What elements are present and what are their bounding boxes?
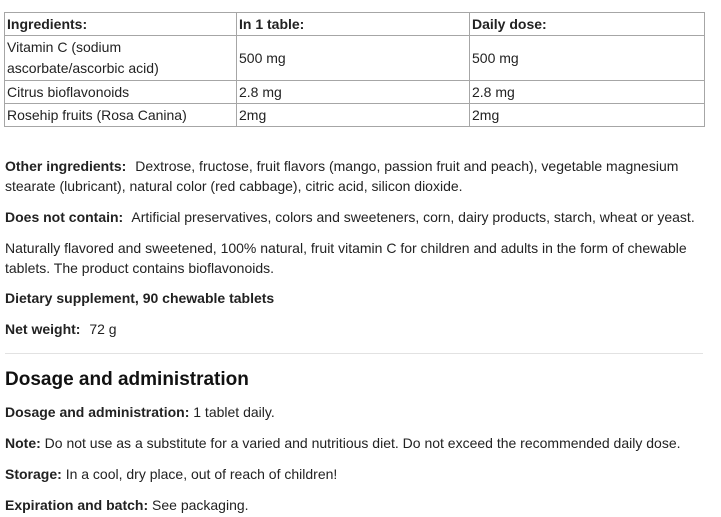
table-cell-per-tablet: 2mg — [237, 104, 470, 127]
ingredients-table — [4, 12, 705, 127]
other-ingredients — [5, 156, 703, 196]
dosage-text: 1 tablet daily. — [193, 404, 275, 420]
table-row — [5, 36, 705, 81]
other-ingredients-label: Other ingredients: — [5, 158, 127, 174]
table-cell-daily-dose: 2mg — [470, 104, 705, 127]
does-not-contain-label: Does not contain: — [5, 209, 124, 225]
net-weight-label: Net weight: — [5, 321, 81, 337]
expiration-label: Expiration and batch: — [5, 497, 149, 513]
table-cell-daily-dose: 2.8 mg — [470, 81, 705, 104]
dosage-label: Dosage and administration: — [5, 404, 190, 420]
dosage-section-heading: Dosage and administration — [5, 369, 249, 390]
supplement-line-text: Dietary supplement, 90 chewable tablets — [5, 290, 275, 306]
table-cell-per-tablet: 500 mg — [237, 36, 470, 81]
storage-line — [5, 464, 703, 484]
table-cell-per-tablet: 2.8 mg — [237, 81, 470, 104]
product-description: Naturally flavored and sweetened, 100% natural, fruit vitamin C for children and adults in the form of chewable tablets. The product contains bioflavonoids. — [5, 240, 687, 276]
header-per-tablet: In 1 table: — [237, 13, 470, 36]
supplement-line — [5, 288, 703, 308]
section-divider — [5, 353, 703, 354]
dosage-line — [5, 402, 703, 422]
does-not-contain-text: Artificial preservatives, colors and sweeteners, corn, dairy products, starch, wheat or yeast. — [131, 209, 695, 225]
note-label: Note: — [5, 435, 41, 451]
does-not-contain — [5, 207, 703, 227]
net-weight — [5, 319, 703, 339]
storage-text: In a cool, dry place, out of reach of children! — [65, 466, 338, 482]
expiration-line — [5, 495, 703, 515]
other-ingredients-text: Dextrose, fructose, fruit flavors (mango, passion fruit and peach), vegetable magnesium stearate (lubricant), natural color (red cabbage), citric acid, silicon dioxide. — [5, 158, 679, 194]
table-cell-ingredient: Vitamin C (sodium ascorbate/ascorbic acid) — [5, 36, 237, 81]
table-cell-daily-dose: 500 mg — [470, 36, 705, 81]
table-cell-ingredient: Rosehip fruits (Rosa Canina) — [5, 104, 237, 127]
table-row — [5, 81, 705, 104]
header-daily-dose: Daily dose: — [470, 13, 705, 36]
net-weight-value: 72 g — [89, 321, 117, 337]
note-text: Do not use as a substitute for a varied and nutritious diet. Do not exceed the recommended daily dose. — [44, 435, 681, 451]
table-cell-ingredient: Citrus bioflavonoids — [5, 81, 237, 104]
note-line — [5, 433, 703, 453]
table-header-row — [5, 13, 705, 36]
storage-label: Storage: — [5, 466, 62, 482]
expiration-text: See packaging. — [152, 497, 249, 513]
header-ingredients: Ingredients: — [5, 13, 237, 36]
table-row — [5, 104, 705, 127]
